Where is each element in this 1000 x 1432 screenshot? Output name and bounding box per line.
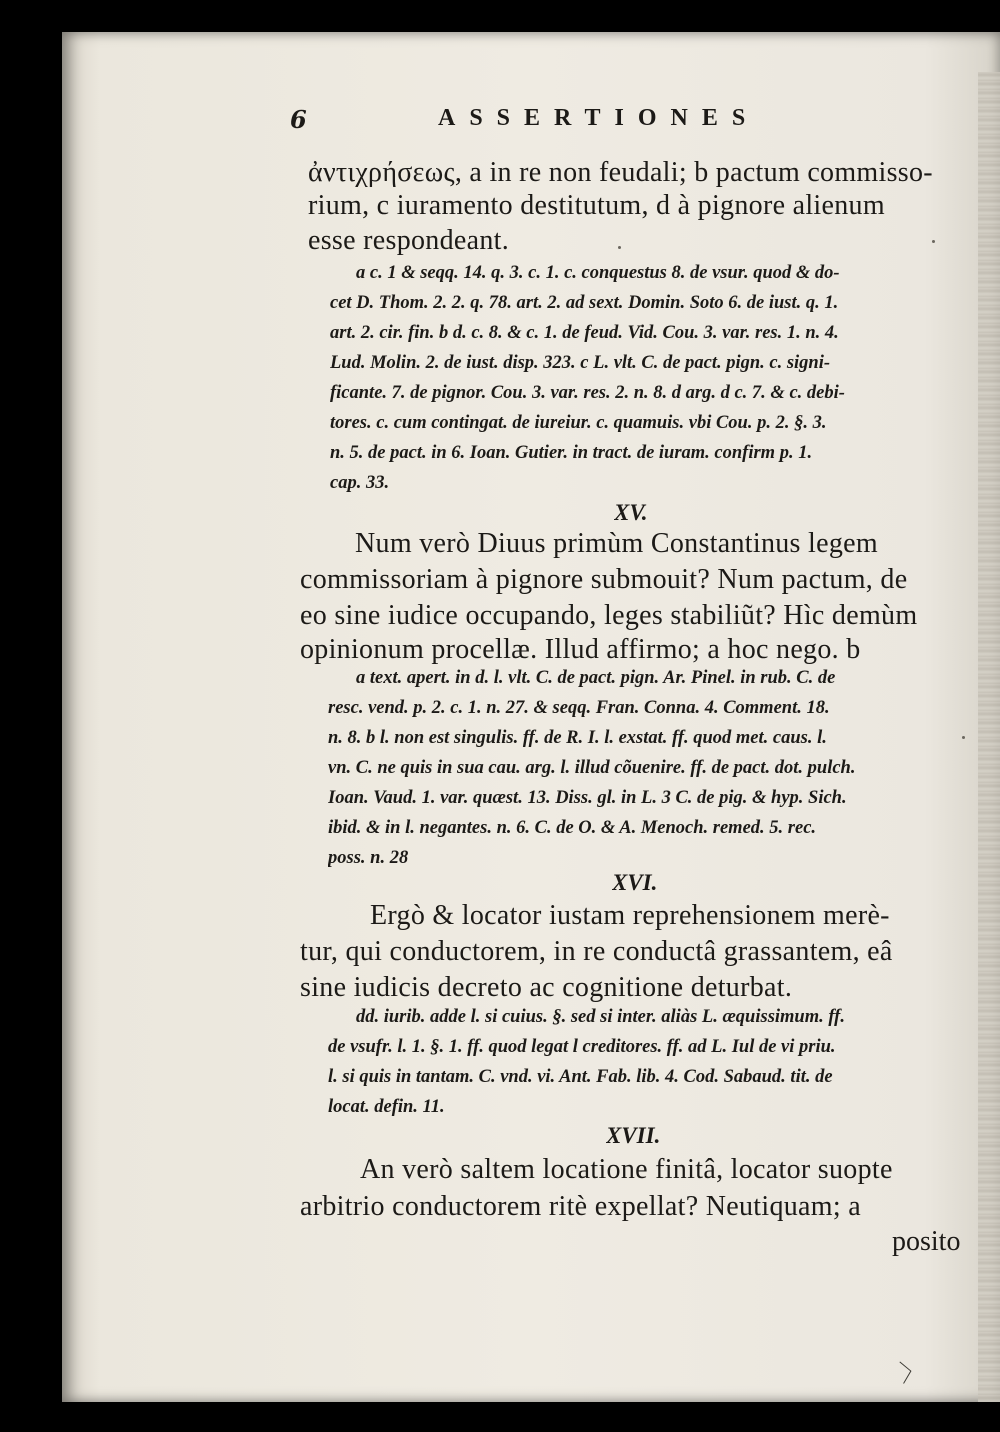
marginal-note-line: n. 8. b l. non est singulis. ff. de R. I. l. exstat. ff. quod met. caus. l. bbox=[328, 728, 827, 748]
running-head bbox=[230, 105, 978, 135]
body-line: An verò saltem locatione finitâ, locator suopte bbox=[360, 1154, 893, 1185]
body-line: ἀντιχρήσεως, a in re non feudali; b pactum commisso- bbox=[308, 157, 933, 188]
running-head-title: ASSERTIONES bbox=[438, 105, 760, 131]
marginal-note-line: a c. 1 & seqq. 14. q. 3. c. 1. c. conquestus 8. de vsur. quod & do- bbox=[356, 263, 840, 283]
catchword: posito bbox=[892, 1226, 961, 1257]
marginal-note-line: ficante. 7. de pignor. Cou. 3. var. res. 2. n. 8. d arg. d c. 7. & c. debi- bbox=[330, 383, 845, 403]
page-corner-mark: 〉 bbox=[898, 1356, 927, 1388]
section-heading-xvi: XVI. bbox=[612, 870, 658, 895]
marginal-note-line: ibid. & in l. negantes. n. 6. C. de O. & A. Menoch. remed. 5. rec. bbox=[328, 818, 817, 838]
marginal-note-line: cap. 33. bbox=[330, 473, 390, 493]
body-line: esse respondeant. bbox=[308, 225, 510, 256]
marginal-note-line: a text. apert. in d. l. vlt. C. de pact. pign. Ar. Pinel. in rub. C. de bbox=[356, 668, 836, 688]
section-heading-xvii: XVII. bbox=[606, 1123, 661, 1148]
body-line: Num verò Diuus primùm Constantinus legem bbox=[355, 528, 878, 559]
ink-speck bbox=[618, 246, 621, 249]
marginal-note-line: Lud. Molin. 2. de iust. disp. 323. c L. vlt. C. de pact. pign. c. signi- bbox=[330, 353, 831, 373]
marginal-note-line: de vsufr. l. 1. §. 1. ff. quod legat l creditores. ff. ad L. Iul de vi priu. bbox=[328, 1037, 836, 1057]
marginal-note-line: dd. iurib. adde l. si cuius. §. sed si inter. aliàs L. æquissimum. ff. bbox=[356, 1007, 845, 1027]
section-heading-xv: XV. bbox=[614, 500, 648, 525]
marginal-note-line: Ioan. Vaud. 1. var. quæst. 13. Diss. gl. in L. 3 C. de pig. & hyp. Sich. bbox=[328, 788, 847, 808]
marginal-note-line: vn. C. ne quis in sua cau. arg. l. illud cõuenire. ff. de pact. dot. pulch. bbox=[328, 758, 856, 778]
page-number: 6 bbox=[290, 105, 307, 134]
body-line: arbitrio conductorem ritè expellat? Neutiquam; a bbox=[300, 1191, 861, 1222]
body-line: sine iudicis decreto ac cognitione deturbat. bbox=[300, 972, 793, 1003]
body-line: eo sine iudice occupando, leges stabiliũt? Hìc demùm bbox=[300, 600, 918, 631]
marginal-note-line: locat. defin. 11. bbox=[328, 1097, 445, 1117]
marginal-note-line: tores. c. cum contingat. de iureiur. c. quamuis. vbi Cou. p. 2. §. 3. bbox=[330, 413, 827, 433]
body-line: rium, c iuramento destitutum, d à pignore alienum bbox=[308, 190, 885, 221]
body-line: commissoriam à pignore submouit? Num pactum, de bbox=[300, 564, 908, 595]
body-line: Ergò & locator iustam reprehensionem merè- bbox=[370, 900, 890, 931]
body-line: tur, qui conductorem, in re conductâ grassantem, eâ bbox=[300, 936, 893, 967]
marginal-note-line: resc. vend. p. 2. c. 1. n. 27. & seqq. Fran. Conna. 4. Comment. 18. bbox=[328, 698, 830, 718]
ink-speck bbox=[932, 240, 935, 243]
marginal-note-line: n. 5. de pact. in 6. Ioan. Gutier. in tract. de iuram. confirm p. 1. bbox=[330, 443, 813, 463]
marginal-note-line: cet D. Thom. 2. 2. q. 78. art. 2. ad sext. Domin. Soto 6. de iust. q. 1. bbox=[330, 293, 839, 313]
marginal-note-line: art. 2. cir. fin. b d. c. 8. & c. 1. de feud. Vid. Cou. 3. var. res. 1. n. 4. bbox=[330, 323, 839, 343]
ink-speck bbox=[962, 736, 965, 739]
marginal-note-line: poss. n. 28 bbox=[328, 848, 409, 868]
marginal-note-line: l. si quis in tantam. C. vnd. vi. Ant. Fab. lib. 4. Cod. Sabaud. tit. de bbox=[328, 1067, 833, 1087]
body-line: opinionum procellæ. Illud affirmo; a hoc nego. b bbox=[300, 634, 861, 665]
